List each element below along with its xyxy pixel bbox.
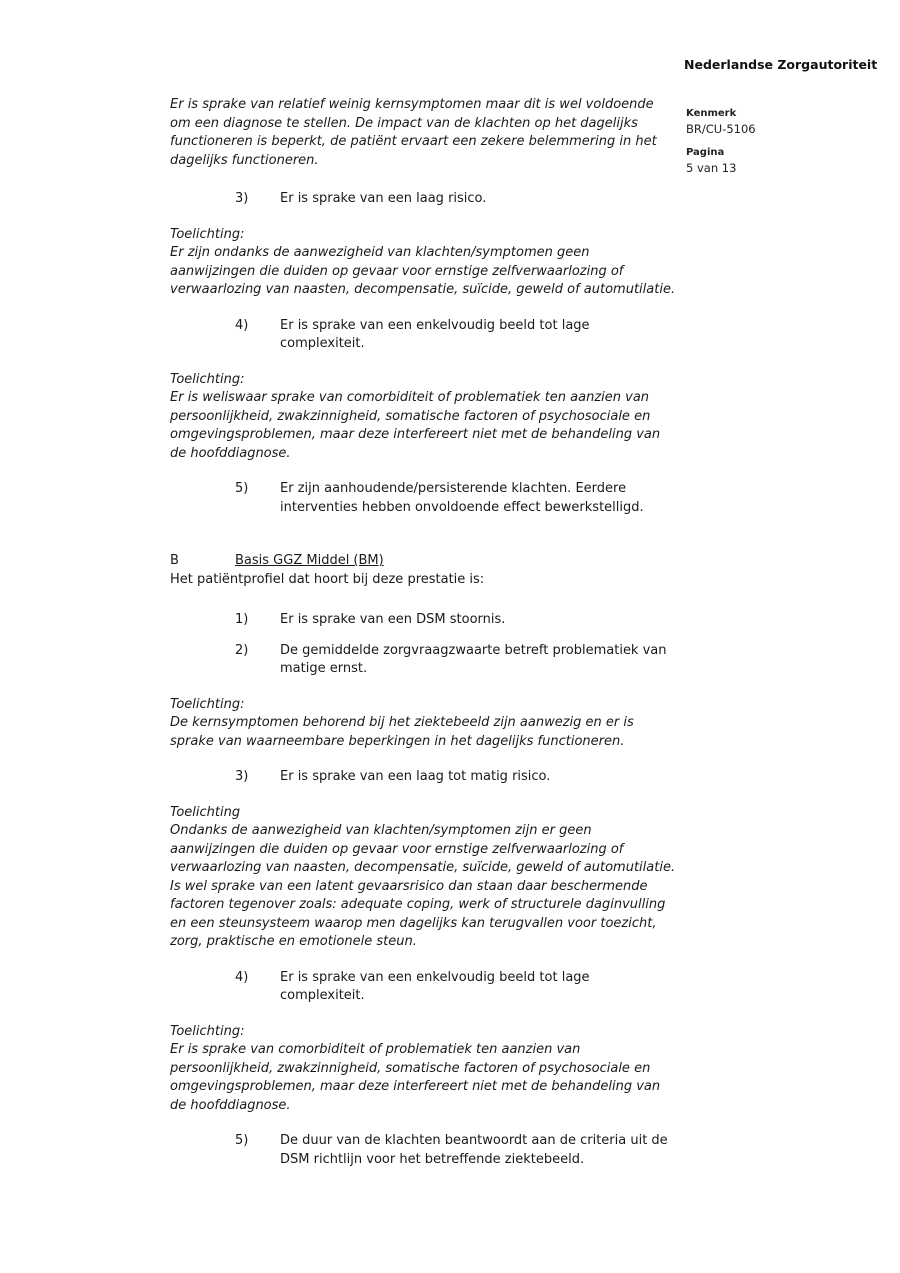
section-title: Basis GGZ Middel (BM) [235, 553, 384, 568]
list-item [170, 190, 678, 209]
toelichting-text: Er zijn ondanks de aanwezigheid van klachten/symptomen geen aanwijzingen die duiden op gevaar voor ernstige zelfverwaarlozing of verwaarlozing van naasten, decompensatie, suïcide, geweld of automutilatie. [170, 245, 676, 297]
toelichting-label: Toelichting: [170, 696, 245, 712]
list-item-text: Er zijn aanhoudende/persisterende klachten. Eerdere interventies hebben onvoldoende effect bewerkstelligd. [280, 481, 644, 515]
list-item-text: Er is sprake van een DSM stoornis. [280, 612, 506, 627]
toelichting-label: Toelichting: [170, 226, 245, 242]
list-item-number: 2) [235, 642, 249, 658]
list-item-number: 5) [235, 481, 249, 496]
list-item-number: 4) [235, 317, 249, 333]
kenmerk-value: BR/CU-5106 [686, 122, 756, 136]
list-item [170, 969, 678, 1006]
toelichting-block [170, 226, 678, 300]
toelichting-block [170, 696, 678, 752]
list-item [170, 768, 678, 787]
list-item-number: 3) [235, 769, 249, 784]
list-item-number: 1) [235, 612, 249, 627]
toelichting-text: Er is weliswaar sprake van comorbiditeit of problematiek ten aanzien van persoonlijkheid, zwakzinnigheid, somatische factoren of psychosociale en omgevingsproblemen, maar deze interfereert niet met de behandeling van de hoofddiagnose. [170, 390, 661, 461]
toelichting-text: Ondanks de aanwezigheid van klachten/symptomen zijn er geen aanwijzingen die duiden op gevaar voor ernstige zelfverwaarlozing of verwaarlozing van naasten, decompensatie, suïcide, geweld of automutilatie. Is wel sprake van een latent gevaarsrisico dan staan daar beschermende factoren tegenover zoals: adequate coping, werk of structurele daginvulling en een steunsysteem waarop men dagelijks kan terugvallen voor toezicht, zorg, praktische en emotionele steun. [170, 823, 676, 949]
toelichting-label: Toelichting: [170, 1023, 245, 1039]
pagina-value: 5 van 13 [686, 161, 737, 175]
list-item-text: De gemiddelde zorgvraagzwaarte betreft problematiek van matige ernst. [280, 642, 667, 676]
list-item-number: 3) [235, 191, 249, 206]
pagina-label: Pagina [686, 147, 725, 158]
list-item [170, 642, 678, 679]
intro-paragraph: Er is sprake van relatief weinig kernsymptomen maar dit is wel voldoende om een diagnose te stellen. De impact van de klachten op het dagelijks functioneren is beperkt, de patiënt ervaart een zekere belemmering in het dagelijks functioneren. [170, 97, 657, 168]
toelichting-label: Toelichting: [170, 371, 245, 387]
toelichting-block [170, 1023, 678, 1116]
list-item-number: 4) [235, 969, 249, 985]
list-item-text: Er is sprake van een laag risico. [280, 191, 487, 206]
list-item-text: Er is sprake van een laag tot matig risico. [280, 769, 551, 784]
toelichting-label: Toelichting [170, 804, 241, 820]
section-letter: B [170, 553, 179, 568]
list-item [170, 1132, 678, 1169]
list-item-number: 5) [235, 1133, 249, 1148]
toelichting-text: De kernsymptomen behorend bij het ziektebeeld zijn aanwezig en er is sprake van waarneembare beperkingen in het dagelijks functioneren. [170, 715, 634, 749]
list-item-text: De duur van de klachten beantwoordt aan de criteria uit de DSM richtlijn voor het betreffende ziektebeeld. [280, 1133, 668, 1167]
section-heading [170, 552, 678, 571]
organization-title: Nederlandse Zorgautoriteit [684, 57, 878, 72]
list-item [170, 611, 678, 630]
list-item [170, 317, 678, 354]
document-body [170, 96, 678, 1169]
list-item [170, 480, 678, 517]
section-intro-paragraph: Het patiëntprofiel dat hoort bij deze prestatie is: [170, 571, 485, 587]
toelichting-block [170, 804, 678, 952]
toelichting-text: Er is sprake van comorbiditeit of problematiek ten aanzien van persoonlijkheid, zwakzinnigheid, somatische factoren of psychosociale en omgevingsproblemen, maar deze interfereert niet met de behandeling van de hoofddiagnose. [170, 1042, 661, 1113]
toelichting-block [170, 371, 678, 464]
kenmerk-label: Kenmerk [686, 108, 737, 119]
list-item-text: Er is sprake van een enkelvoudig beeld tot lage complexiteit. [280, 317, 590, 351]
page-meta-column [686, 108, 876, 186]
list-item-text: Er is sprake van een enkelvoudig beeld tot lage complexiteit. [280, 969, 590, 1003]
